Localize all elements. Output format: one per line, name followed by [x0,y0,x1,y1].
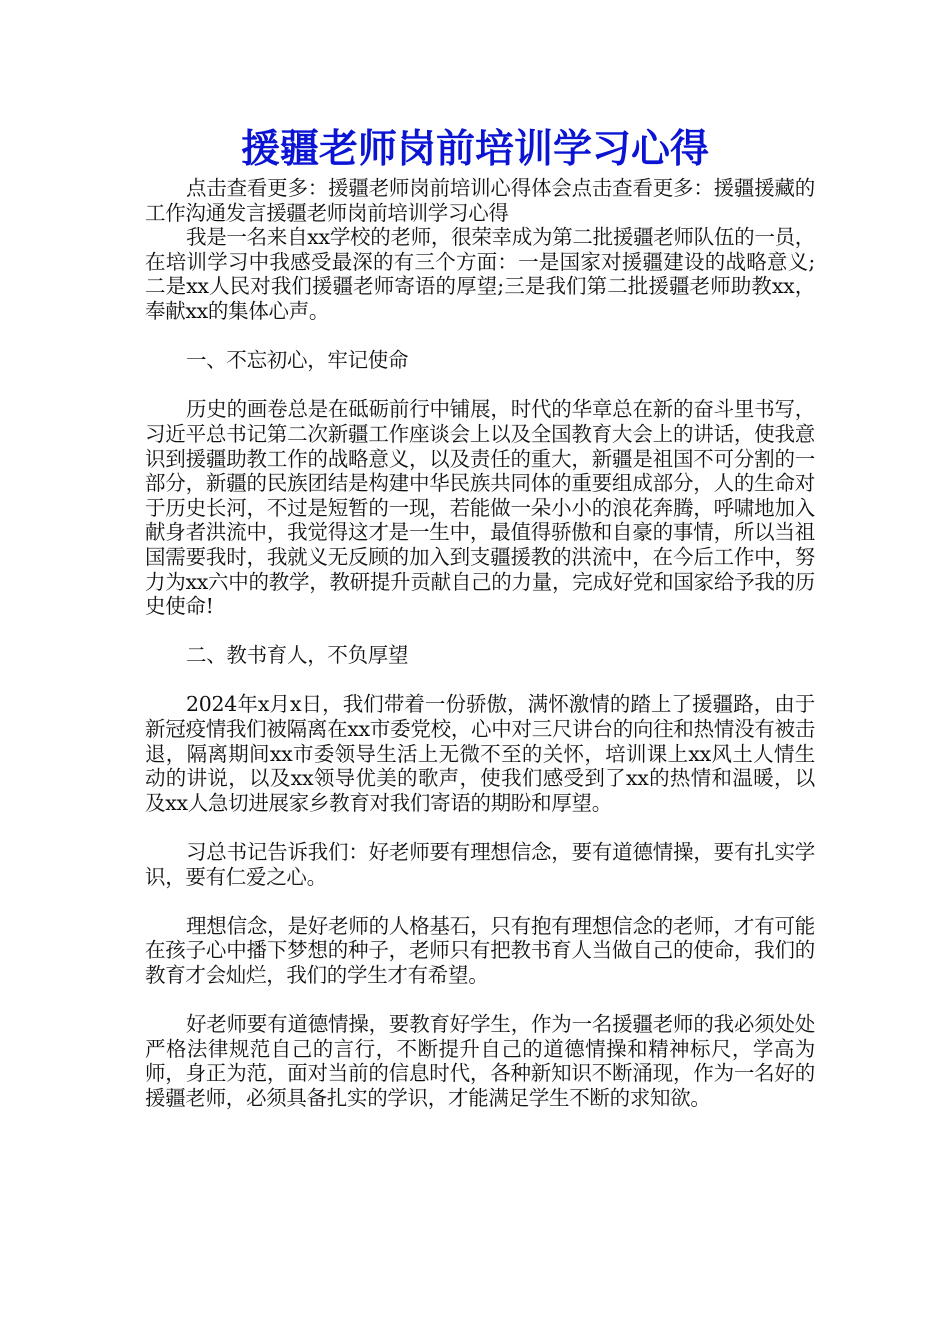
intro-paragraph: 我是一名来自xx学校的老师，很荣幸成为第二批援疆老师队伍的一员，在培训学习中我感受最深的有三个方面：一是国家对援疆建设的战略意义;二是xx人民对我们援疆老师寄语的厚望;三是我们第二批援疆老师助教xx，奉献xx的集体心声。 [145,225,815,323]
body-paragraph: 好老师要有道德情操，要教育好学生，作为一名援疆老师的我必须处处严格法律规范自己的言行，不断提升自己的道德情操和精神标尺，学高为师，身正为范，面对当前的信息时代，各种新知识不断涌现，作为一名好的援疆老师，必须具备扎实的学识，才能满足学生不断的求知欲。 [145,1012,815,1110]
document-body [145,176,815,1111]
document-title: 援疆老师岗前培训学习心得 [240,126,709,172]
section-heading-1: 一、不忘初心，牢记使命 [186,348,409,373]
body-paragraph: 习总书记告诉我们：好老师要有理想信念，要有道德情操，要有扎实学识，要有仁爱之心。 [145,840,815,889]
section-heading-2: 二、教书育人，不负厚望 [186,643,409,668]
intro-links-paragraph: 点击查看更多：援疆老师岗前培训心得体会点击查看更多：援疆援藏的工作沟通发言援疆老师岗前培训学习心得 [145,176,815,225]
body-paragraph: 历史的画卷总是在砥砺前行中铺展，时代的华章总在新的奋斗里书写，习近平总书记第二次新疆工作座谈会上以及全国教育大会上的讲话，使我意识到援疆助教工作的战略意义，以及责任的重大，新疆是祖国不可分割的一部分，新疆的民族团结是构建中华民族共同体的重要组成部分，人的生命对于历史长河，不过是短暂的一现，若能做一朵小小的浪花奔腾，呼啸地加入献身者洪流中，我觉得这才是一生中，最值得骄傲和自豪的事情，所以当祖国需要我时，我就义无反顾的加入到支疆援教的洪流中，在今后工作中，努力为xx六中的教学，教研提升贡献自己的力量，完成好党和国家给予我的历史使命! [145,397,815,619]
body-paragraph: 2024年x月x日，我们带着一份骄傲，满怀激情的踏上了援疆路，由于新冠疫情我们被隔离在xx市委党校，心中对三尺讲台的向往和热情没有被击退，隔离期间xx市委领导生活上无微不至的关怀，培训课上xx风土人情生动的讲说，以及xx领导优美的歌声，使我们感受到了xx的热情和温暖，以及xx人急切进展家乡教育对我们寄语的期盼和厚望。 [145,692,815,815]
body-paragraph: 理想信念，是好老师的人格基石，只有抱有理想信念的老师，才有可能在孩子心中播下梦想的种子，老师只有把教书育人当做自己的使命，我们的教育才会灿烂，我们的学生才有希望。 [145,913,815,987]
